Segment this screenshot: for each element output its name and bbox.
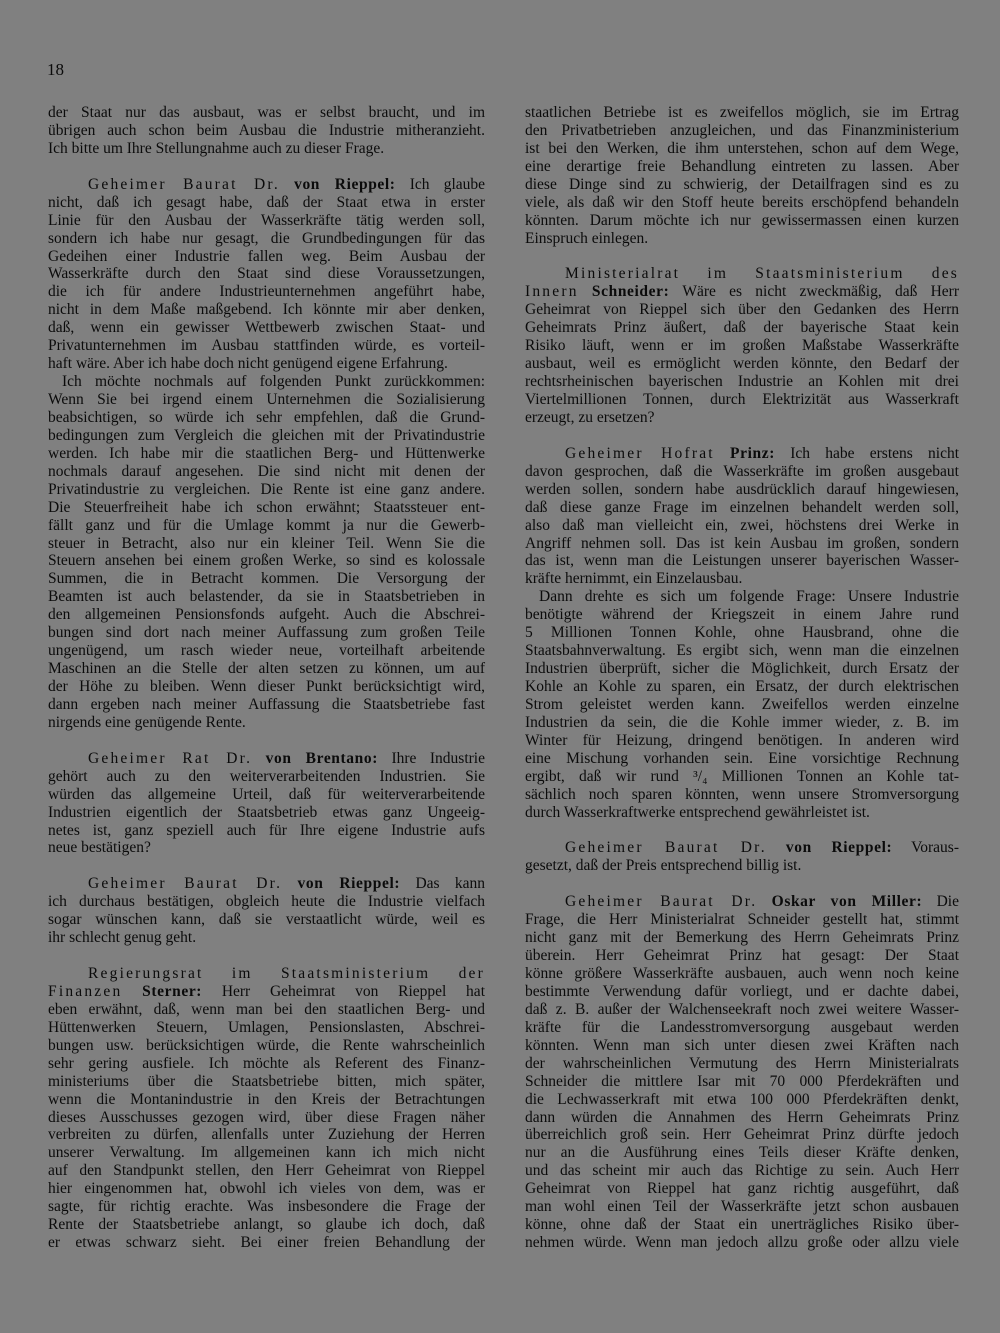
text-line: Schneider die mittlere Isar mit 70 000 Pferdekräften und bbox=[525, 1072, 959, 1090]
speech-text: Ich glaube bbox=[409, 175, 486, 193]
text-line: dann ergeben nach meiner Auffassung die Staatsbetriebe fast bbox=[48, 695, 485, 713]
text-line: netes ist, ganz speziell auch für Ihre eigene Industrie aufs bbox=[48, 821, 485, 839]
text-line: werden. Ich habe mir die staatlichen Berg- und Hüttenwerke bbox=[48, 444, 485, 462]
speech-text: Herr Geheimrat von Rieppel hat bbox=[221, 982, 485, 1000]
text-line: ihr schlecht genug geht. bbox=[48, 929, 197, 947]
text-line: Geheimrats Prinz äußert, daß der bayerische Staat kein bbox=[525, 319, 959, 337]
text-line: nicht ganz mit der Bemerkung des Herrn Geheimrats Prinz bbox=[525, 929, 959, 947]
right-column bbox=[525, 104, 959, 1252]
speech bbox=[525, 104, 959, 248]
text-line: Rente der Staatsbetriebe anlangt, so glaube ich doch, daß bbox=[48, 1216, 485, 1234]
text-line: könnten. Darum möchte ich nur gewissermassen einen kurzen bbox=[525, 211, 959, 229]
text-line: Hüttenwerken Steuern, Umlagen, Pensionslasten, Abschrei- bbox=[48, 1018, 485, 1036]
text-line: daß z. B. außer der Walchenseekraft noch zwei weitere Wasser- bbox=[525, 1000, 959, 1018]
text-line: nehmen würde. Wenn man jedoch allzu große oder allzu viele bbox=[525, 1234, 959, 1252]
speech-text: Das kann bbox=[415, 875, 485, 893]
speaker-name: von Brentano: bbox=[265, 749, 378, 767]
page-number: 18 bbox=[47, 60, 64, 79]
text-line: den Privatbetrieben anzugleichen, und das Finanzministerium bbox=[525, 121, 959, 139]
text-line: fällt ganz und für die Umlage kommt ja nur die Gewerb- bbox=[48, 516, 485, 534]
speaker-title: Geheimer Hofrat bbox=[565, 444, 715, 462]
text-line: gehört auch zu den weiterverarbeitenden Industrien. Sie bbox=[48, 767, 485, 785]
text-line: sehr gering ausfiele. Ich möchte als Referent des Finanz- bbox=[48, 1054, 485, 1072]
text-line: könne, ohne daß der Staat ein unerträgliches Risiko über- bbox=[525, 1216, 959, 1234]
text-line: staatlichen Betriebe ist es zweifellos möglich, sie im Ertrag bbox=[525, 104, 959, 121]
text-line: benötigte während der Kriegszeit in einem Jahre rund bbox=[525, 606, 959, 624]
speaker-name: Schneider: bbox=[591, 283, 670, 301]
speaker-title: Geheimer Baurat Dr. bbox=[565, 893, 758, 911]
text-line: das ist, wenn man die Leistungen unserer bayerischen Wasser- bbox=[525, 552, 959, 570]
text-line: und das scheint mir auch das Richtige zu sein. Auch Herr bbox=[525, 1162, 959, 1180]
text-line: davon gesprochen, daß die Wasserkräfte im großen ausgebaut bbox=[525, 462, 959, 480]
text-line: Frage, die Herr Ministerialrat Schneider gestellt hat, stimmt bbox=[525, 911, 959, 929]
text-line: ungenügend, um rasch wieder neue, vorteilhaft arbeitende bbox=[48, 642, 485, 660]
speech-text: Wäre es nicht zweckmäßig, daß Herr bbox=[682, 283, 959, 301]
speech bbox=[48, 965, 485, 1252]
speaker-name: Prinz: bbox=[730, 444, 775, 462]
text-line: Privatindustrie zu vergleichen. Die Rente ist eine ganz andere. bbox=[48, 480, 485, 498]
speaker-line bbox=[48, 750, 485, 768]
text-line: bestimmte Verwendung dafür vorliegt, und er dachte dabei, bbox=[525, 982, 959, 1000]
text-line: daß, wenn ein gewisser Wettbewerb zwischen Staat- und bbox=[48, 319, 485, 337]
speaker-name: von Rieppel: bbox=[294, 175, 396, 193]
text-line: überreichlich groß sein. Herr Geheimrat Prinz dürfte jedoch bbox=[525, 1126, 959, 1144]
speaker-title: Regierungsrat im Staatsministerium der bbox=[88, 965, 485, 982]
text-line: der Staat nur das ausbaut, was er selbst braucht, und im bbox=[48, 104, 485, 121]
text-line: bedingungen zum Vergleich die gleichen mit der Privatindustrie bbox=[48, 426, 485, 444]
text-line: sondern ich habe nur gesagt, die Grundbedingungen für das bbox=[48, 229, 485, 247]
text-line: also daß man vielleicht ein, zwei, höchstens drei Werke in bbox=[525, 516, 959, 534]
left-column bbox=[48, 104, 485, 1252]
text-line: nochmals darauf angesehen. Die sind nicht mit denen der bbox=[48, 462, 485, 480]
text-line: eine derartige freie Behandlung eintreten zu lassen. Aber bbox=[525, 157, 959, 175]
text-line: Linie für den Ausbau der Wasserkräfte tätig werden soll, bbox=[48, 211, 485, 229]
speaker-title: Geheimer Baurat Dr. bbox=[88, 875, 283, 893]
text-line: 5 Millionen Tonnen Kohle, ohne Hausbrand, ohne die bbox=[525, 624, 959, 642]
text-line: der Höhe zu bleiben. Wenn dieser Punkt berücksichtigt wird, bbox=[48, 678, 485, 695]
text-line: die Lechwasserkraft mit etwa 100 000 Pferdekräften denkt, bbox=[525, 1090, 959, 1108]
text-line: werden sollen, sondern habe ausdrücklich darauf hingewiesen, bbox=[525, 480, 959, 498]
speaker-title: Geheimer Rat Dr. bbox=[88, 749, 253, 767]
text-line: Ich möchte nochmals auf folgenden Punkt zurückkommen: bbox=[62, 373, 485, 391]
text-line: ich durchaus bestätigen, obgleich heute die Industrie vielfach bbox=[48, 893, 485, 911]
text-line: Ich bitte um Ihre Stellungnahme auch zu dieser Frage. bbox=[48, 139, 385, 157]
text-line: Angriff nehmen soll. Das ist kein Ausbau im großen, sondern bbox=[525, 534, 959, 552]
text-line: nirgends eine genügende Rente. bbox=[48, 713, 246, 731]
text-line: Winter für Heizung, dringend benötigen. In anderen wird bbox=[525, 731, 959, 749]
text-line: Industrien überprüft, sicher die Möglichkeit, durch Ersatz der bbox=[525, 660, 959, 678]
text-line: Industrien eigentlich der Staatsbetrieb etwas ganz Ungeeig- bbox=[48, 803, 485, 821]
text-line: dieses Ausschusses gezogen wird, über diese Fragen näher bbox=[48, 1108, 485, 1126]
text-line: nur an die Ausführung eines Teils dieser Kräfte denken, bbox=[525, 1144, 959, 1162]
speech bbox=[48, 104, 485, 158]
text-line: bungen usw. berücksichtigen würde, die Rente wahrscheinlich bbox=[48, 1036, 485, 1054]
text-line: man wohl einen Teil der Wasserkräfte jetzt schon ausbauen bbox=[525, 1198, 959, 1216]
text-line: Gedeihen einer Industrie fallen weg. Beim Ausbau der bbox=[48, 247, 485, 265]
text-line: verbreiten zu dürfen, allenfalls unter Zuziehung der Herren bbox=[48, 1126, 485, 1144]
text-line: daß diese ganze Frage im einzelnen behandelt werden soll, bbox=[525, 498, 959, 516]
text-line: erzeugt, zu ersetzen? bbox=[525, 408, 655, 426]
text-line: Dann drehte es sich um folgende Frage: Unsere Industrie bbox=[539, 588, 959, 606]
text-line: Wenn Sie bei irgend einem Unternehmen die Sozialisierung bbox=[48, 391, 485, 408]
speaker-line bbox=[525, 445, 959, 463]
text-line: Geheimrat von Rieppel hat ganz richtig ausgeführt, daß bbox=[525, 1180, 959, 1198]
text-line: steuer in Betracht, also nur ein kleiner Teil. Wenn Sie die bbox=[48, 534, 485, 552]
text-line: Summen, die in Betracht kommen. Die Versorgung der bbox=[48, 570, 485, 588]
speaker-line bbox=[48, 875, 485, 893]
text-line: sagte, für richtig erachte. Was insbesondere die Frage der bbox=[48, 1198, 485, 1216]
text-line: überein. Herr Geheimrat Prinz hat gesagt: Der Staat bbox=[525, 947, 959, 965]
text-line: Maschinen an die Stelle der alten setzen zu können, um auf bbox=[48, 660, 485, 678]
text-line: Die Steuerfreiheit habe ich schon erwähnt; Staatssteuer ent- bbox=[48, 498, 485, 516]
speech bbox=[525, 893, 959, 1252]
speech bbox=[525, 445, 959, 822]
text-line: Geheimrat von Rieppel sich über den Gedanken des Herrn bbox=[525, 301, 959, 319]
text-line: könne größere Wasserkräfte ausbauen, auch wenn noch keine bbox=[525, 965, 959, 982]
text-line: kräfte für die Landesstromversorgung ausgebaut werden bbox=[525, 1018, 959, 1036]
text-line: Viertelmillionen Tonnen, durch Elektrizität aus Wasserkraft bbox=[525, 391, 959, 408]
text-line: Privatunternehmen im Ausbau stattfinden würde, es vorteil- bbox=[48, 337, 485, 355]
speaker-line bbox=[525, 265, 959, 283]
text-line: eben erwähnt, daß, wenn man bei den staatlichen Berg- und bbox=[48, 1000, 485, 1018]
speaker-name: Sterner: bbox=[142, 982, 203, 1000]
text-line: er etwas schwarz sieht. Bei einer freien Behandlung der bbox=[48, 1234, 485, 1252]
text-line: der wahrscheinlichen Vermutung des Herrn Ministerialrats bbox=[525, 1054, 959, 1072]
speaker-name: von Rieppel: bbox=[297, 875, 401, 893]
text-line: diese Dinge sind zu schwierig, der Detailfragen sind es zu bbox=[525, 175, 959, 193]
speaker-name: Oskar von Miller: bbox=[771, 893, 923, 911]
speech-text: Ihre Industrie bbox=[391, 749, 485, 767]
text-line: hier eingenommen hat, obwohl ich vieles von dem, was er bbox=[48, 1180, 485, 1198]
speaker-line bbox=[48, 965, 485, 983]
speech-text: Die bbox=[936, 893, 959, 911]
text-line: wenn die Montanindustrie in den Kreis der Betrachtungen bbox=[48, 1090, 485, 1108]
text-line: Einspruch einlegen. bbox=[525, 229, 649, 247]
text-line: haft wäre. Aber ich habe doch nicht genügend eigene Erfahrung. bbox=[48, 355, 448, 373]
speech-text: Ich habe erstens nicht bbox=[790, 444, 960, 462]
speaker-line bbox=[525, 839, 959, 857]
text-line: Risiko läuft, wenn er im großen Maßstabe Wasserkräfte bbox=[525, 337, 959, 355]
text-line: nicht, daß ich gesagt habe, daß der Staat etwa in erster bbox=[48, 193, 485, 211]
speaker-line bbox=[525, 283, 959, 301]
text-line: kräfte hernimmt, ein Einzelausbau. bbox=[525, 570, 743, 588]
text-line: Beamten ist auch belastender, da sie in Staatsbetrieben in bbox=[48, 588, 485, 606]
text-line: rechtsrheinischen bayerischen Industrie an Kohlen mit drei bbox=[525, 373, 959, 391]
text-line: könnten. Wenn man sich unter diesen zwei Kräften nach bbox=[525, 1036, 959, 1054]
text-line: unserer Verwaltung. Im allgemeinen kann ich mich nicht bbox=[48, 1144, 485, 1162]
text-line: bungen sind dort nach meiner Auffassung zum großen Teile bbox=[48, 624, 485, 642]
speech bbox=[525, 265, 959, 426]
text-line: durch Wasserkraftwerke entsprechend gewährleistet ist. bbox=[525, 803, 870, 821]
speaker-title: Ministerialrat im Staatsministerium des bbox=[565, 265, 959, 283]
speech bbox=[48, 750, 485, 858]
speaker-title: Innern bbox=[525, 283, 579, 301]
text-line: Staatsbahnverwaltung. Es ergibt sich, wenn man die einzelnen bbox=[525, 642, 959, 660]
text-line: ergibt, daß wir rund ³/₄ Millionen Tonnen an Kohle tat- bbox=[525, 767, 959, 785]
text-line: beabsichtigen, so würde ich sehr empfehlen, daß die Grund- bbox=[48, 408, 485, 426]
text-line: ministeriums über die Staatsbetriebe bitten, mich später, bbox=[48, 1072, 485, 1090]
text-line: Kohle an Kohle zu sparen, ein Ersatz, der durch elektrischen bbox=[525, 678, 959, 695]
speech-text: Voraus- bbox=[911, 839, 959, 857]
text-line: eine Mischung vorhanden sein. Eine vorsichtige Rechnung bbox=[525, 749, 959, 767]
text-line: gesetzt, daß der Preis entsprechend billig ist. bbox=[525, 857, 802, 875]
text-line: würden das allgemeine Urteil, daß für weiterverarbeitende bbox=[48, 785, 485, 803]
text-line: sächlich noch sparen könnten, wenn unsere Stromversorgung bbox=[525, 785, 959, 803]
text-line: ausbaut, weil es ermöglicht werden könnte, den Bedarf der bbox=[525, 355, 959, 373]
speaker-line bbox=[525, 893, 959, 911]
text-line: Strom geleistet werden kann. Zweifellos werden einzelne bbox=[525, 695, 959, 713]
text-line: ist bei den Werken, die ihm unterstehen, schon auf dem Wege, bbox=[525, 139, 959, 157]
text-line: die ich für andere Industrieunternehmen angeführt habe, bbox=[48, 283, 485, 301]
text-line: sogar wünschen kann, daß sie verstaatlicht würde, weil es bbox=[48, 911, 485, 929]
text-line: nicht in dem Maße maßgebend. Ich könnte mir aber denken, bbox=[48, 301, 485, 319]
text-line: auf den Standpunkt stellen, den Herr Geheimrat von Rieppel bbox=[48, 1162, 485, 1180]
speech bbox=[48, 176, 485, 732]
speaker-title: Geheimer Baurat Dr. bbox=[88, 175, 280, 193]
speech bbox=[525, 839, 959, 875]
text-line: viele, als daß wir den Stoff heute bereits erschöpfend behandeln bbox=[525, 193, 959, 211]
text-line: dann würden die Annahmen des Herrn Geheimrats Prinz bbox=[525, 1108, 959, 1126]
speech bbox=[48, 875, 485, 947]
speaker-name: von Rieppel: bbox=[785, 839, 893, 857]
speaker-line bbox=[48, 983, 485, 1001]
text-line: den allgemeinen Pensionsfonds aufgeht. Auch die Abschrei- bbox=[48, 606, 485, 624]
speaker-title: Geheimer Baurat Dr. bbox=[565, 839, 767, 857]
speaker-line bbox=[48, 176, 485, 194]
text-line: Steuern ansehen bei einem großen Werke, so sind es kolossale bbox=[48, 552, 485, 570]
text-line: übrigen auch schon beim Ausbau die Industrie mitheranzieht. bbox=[48, 121, 485, 139]
text-line: Wasserkräfte durch den Staat sind diese Voraussetzungen, bbox=[48, 265, 485, 283]
text-line: Industrien da sein, die die Kohle immer wieder, z. B. im bbox=[525, 713, 959, 731]
speaker-title: Finanzen bbox=[48, 982, 123, 1000]
text-line: neue bestätigen? bbox=[48, 839, 151, 857]
